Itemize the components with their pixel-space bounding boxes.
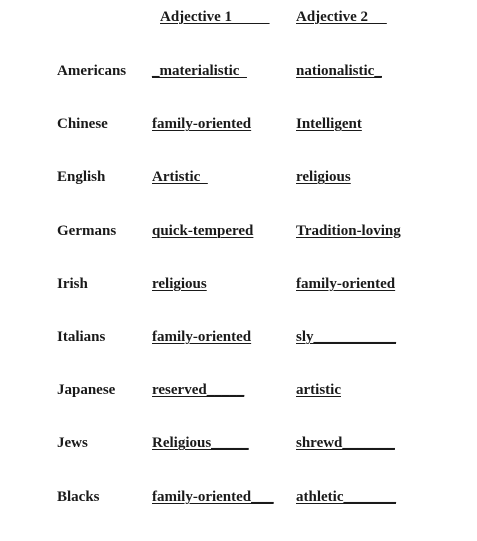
- group-name: Chinese: [57, 116, 108, 133]
- header-adjective-1: Adjective 1: [160, 9, 270, 25]
- adjective-2-value: nationalistic_: [296, 63, 382, 79]
- adjective-1-value: reserved_____: [152, 382, 245, 399]
- adjective-2-value: religious: [296, 169, 351, 186]
- adjective-2-value: sly___________: [296, 328, 397, 345]
- adjective-1-value: religious: [152, 275, 207, 292]
- group-name: Jews: [57, 435, 88, 452]
- group-name: English: [57, 169, 106, 186]
- adjective-table: [0, 62, 477, 541]
- group-name: Italians: [57, 328, 106, 345]
- header-adjective-2: Adjective 2: [296, 9, 387, 25]
- adjective-1-value: quick-tempered: [152, 222, 254, 239]
- adjective-1-value: family-oriented: [152, 328, 252, 345]
- adjective-2-value: Tradition-loving: [296, 222, 401, 239]
- table-row: [0, 434, 477, 487]
- group-name: Americans: [57, 63, 127, 79]
- table-row: [0, 62, 477, 115]
- adjective-2-value: family-oriented: [296, 275, 396, 292]
- adjective-1-value: Artistic: [152, 169, 208, 186]
- table-row: [0, 381, 477, 434]
- table-row: [0, 275, 477, 328]
- column-headers: [0, 9, 477, 29]
- adjective-1-value: _materialistic: [152, 63, 247, 79]
- table-row: [0, 222, 477, 275]
- table-row: [0, 168, 477, 221]
- adjective-1-value: Religious_____: [152, 435, 249, 452]
- group-name: Irish: [57, 275, 88, 292]
- group-name: Blacks: [57, 488, 100, 505]
- adjective-2-value: artistic: [296, 382, 341, 399]
- adjective-2-value: shrewd_______: [296, 435, 395, 452]
- adjective-1-value: family-oriented___: [152, 488, 274, 505]
- group-name: Germans: [57, 222, 117, 239]
- adjective-1-value: family-oriented: [152, 116, 252, 133]
- adjective-2-value: athletic_______: [296, 488, 396, 505]
- table-row: [0, 115, 477, 168]
- table-row: [0, 328, 477, 381]
- group-name: Japanese: [57, 382, 116, 399]
- table-row: [0, 488, 477, 541]
- adjective-2-value: Intelligent: [296, 116, 362, 133]
